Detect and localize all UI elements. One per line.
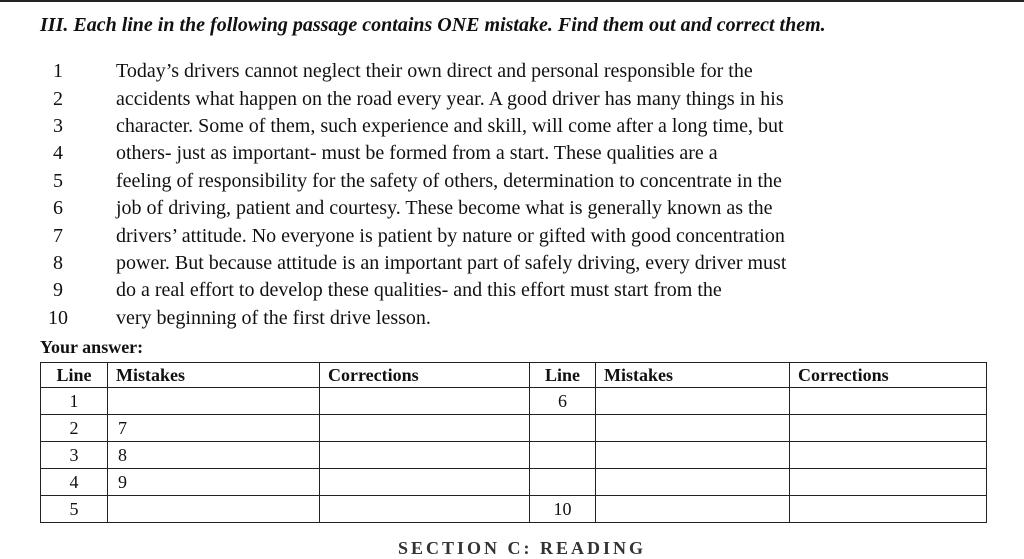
line-number: 3 (53, 114, 63, 137)
cell-mistake[interactable] (596, 388, 790, 415)
passage-line (40, 277, 1000, 304)
cell-correction[interactable] (320, 415, 530, 442)
passage-line (40, 113, 1000, 140)
cell-line: 4 (41, 469, 108, 496)
line-text: others- just as important- must be formed from a start. These qualities are a (116, 142, 718, 165)
cell-correction[interactable] (790, 388, 987, 415)
header-mistakes: Mistakes (108, 363, 320, 388)
passage-line (40, 222, 1000, 249)
cell-mistake[interactable] (108, 388, 320, 415)
line-number: 2 (53, 87, 63, 110)
cell-line (530, 442, 596, 469)
line-number: 8 (53, 251, 63, 274)
line-text: character. Some of them, such experience and skill, will come after a long time, but (116, 114, 784, 137)
cell-correction[interactable] (320, 469, 530, 496)
line-number: 10 (48, 306, 68, 329)
line-text: Today’s drivers cannot neglect their own direct and personal responsible for the (116, 60, 753, 83)
cell-line: 5 (41, 496, 108, 523)
line-text: drivers’ attitude. No everyone is patient by nature or gifted with good concentration (116, 224, 785, 247)
cell-mistake[interactable] (596, 469, 790, 496)
cell-line: 3 (41, 442, 108, 469)
passage-line (40, 250, 1000, 277)
table-row (41, 388, 987, 415)
passage-line (40, 140, 1000, 167)
your-answer-label: Your answer: (40, 337, 144, 357)
cell-line: 6 (530, 388, 596, 415)
passage-line (40, 85, 1000, 112)
line-number: 1 (53, 60, 63, 83)
cell-mistake[interactable] (108, 496, 320, 523)
top-rule (0, 0, 1024, 2)
exercise-heading: III. Each line in the following passage contains ONE mistake. Find them out and correct them. (40, 14, 826, 36)
line-number: 4 (53, 142, 63, 165)
cell-mistake[interactable]: 7 (108, 415, 320, 442)
cell-correction[interactable] (790, 496, 987, 523)
cell-correction[interactable] (320, 388, 530, 415)
cell-mistake[interactable]: 9 (108, 469, 320, 496)
answer-table (40, 362, 987, 523)
header-corrections: Corrections (320, 363, 530, 388)
cell-line (530, 469, 596, 496)
passage-line (40, 58, 1000, 85)
passage-line (40, 168, 1000, 195)
table-row (41, 496, 987, 523)
cell-mistake[interactable]: 8 (108, 442, 320, 469)
table-row (41, 415, 987, 442)
header-line: Line (41, 363, 108, 388)
table-row (41, 442, 987, 469)
table-row (41, 469, 987, 496)
line-number: 7 (53, 224, 63, 247)
cell-correction[interactable] (790, 442, 987, 469)
header-mistakes: Mistakes (596, 363, 790, 388)
next-section-heading: SECTION C: READING (398, 538, 647, 558)
line-number: 5 (53, 169, 63, 192)
line-number: 9 (53, 279, 63, 302)
answer-table-header (41, 363, 987, 388)
line-text: power. But because attitude is an important part of safely driving, every driver must (116, 251, 787, 274)
header-line: Line (530, 363, 596, 388)
cell-line: 1 (41, 388, 108, 415)
line-text: do a real effort to develop these qualities- and this effort must start from the (116, 279, 722, 302)
cell-correction[interactable] (790, 469, 987, 496)
cell-mistake[interactable] (596, 415, 790, 442)
cell-line (530, 415, 596, 442)
line-text: feeling of responsibility for the safety of others, determination to concentrate in the (116, 169, 782, 192)
cell-correction[interactable] (790, 415, 987, 442)
line-number: 6 (53, 197, 63, 220)
line-text: accidents what happen on the road every year. A good driver has many things in his (116, 87, 784, 110)
passage-line (40, 195, 1000, 222)
passage-line (40, 305, 1000, 332)
cell-correction[interactable] (320, 442, 530, 469)
line-text: very beginning of the first drive lesson. (116, 306, 431, 329)
cell-correction[interactable] (320, 496, 530, 523)
header-corrections: Corrections (790, 363, 987, 388)
cell-mistake[interactable] (596, 496, 790, 523)
cell-line: 2 (41, 415, 108, 442)
cell-mistake[interactable] (596, 442, 790, 469)
line-text: job of driving, patient and courtesy. These become what is generally known as the (116, 197, 773, 220)
cell-line: 10 (530, 496, 596, 523)
passage (40, 58, 1000, 332)
